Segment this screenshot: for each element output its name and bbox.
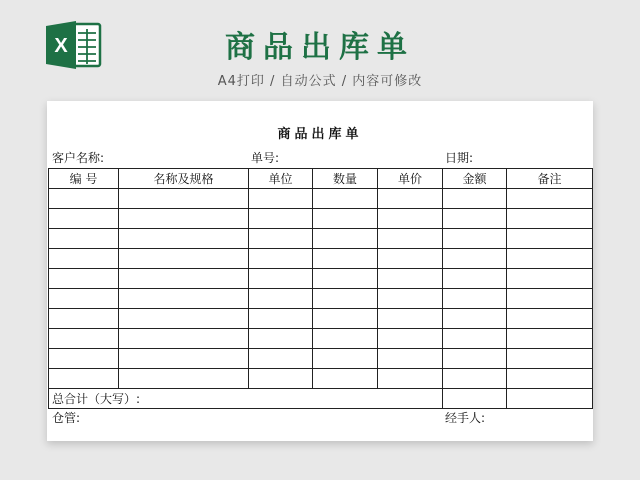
table-cell [119,269,249,289]
table-cell [378,289,443,309]
table-cell [313,349,378,369]
table-row [49,229,593,249]
table-cell [313,269,378,289]
table-cell [119,369,249,389]
table-cell [249,189,313,209]
table-cell [49,189,119,209]
table-cell [378,269,443,289]
table-row [49,329,593,349]
table-cell [249,229,313,249]
table-cell [119,309,249,329]
table-cell [507,189,593,209]
col-header-number: 编 号 [49,169,119,189]
table-cell [49,269,119,289]
table-cell [507,289,593,309]
total-amount-label: 总合计（大写）: [49,389,443,409]
table-cell [443,329,507,349]
table-cell [443,289,507,309]
table-cell [378,309,443,329]
sheet-title: 商品出库单 [277,127,363,142]
table-cell [249,309,313,329]
table-cell [507,329,593,349]
table-cell [249,209,313,229]
table-cell [119,249,249,269]
col-header-unit: 单位 [249,169,313,189]
col-header-amount: 金额 [443,169,507,189]
table-cell [49,289,119,309]
table-cell [507,309,593,329]
table-cell [507,209,593,229]
table-cell [378,189,443,209]
table-cell [378,209,443,229]
table-cell [119,329,249,349]
table-cell [49,249,119,269]
table-cell [49,349,119,369]
table-cell [378,329,443,349]
table-row [49,349,593,369]
col-header-unit-price: 单价 [378,169,443,189]
table-cell [507,249,593,269]
table-cell [507,269,593,289]
page-subtitle: A4打印 / 自动公式 / 内容可修改 [217,74,423,89]
date-label: 日期: [445,151,474,165]
table-row [49,209,593,229]
table-cell [249,329,313,349]
table-cell [378,369,443,389]
customer-name-label: 客户名称: [52,151,105,165]
warehouse-keeper-label: 仓管: [52,411,81,425]
table-cell [119,349,249,369]
table-cell [443,249,507,269]
logo-letter: X [54,35,68,57]
table-cell [507,369,593,389]
col-header-name-spec: 名称及规格 [119,169,249,189]
outbound-items-table [48,168,593,409]
table-cell [119,229,249,249]
table-row [49,369,593,389]
table-cell [313,289,378,309]
handler-label: 经手人: [445,411,486,425]
spreadsheet-preview [47,101,593,441]
table-cell [313,209,378,229]
table-cell [378,249,443,269]
table-cell [443,269,507,289]
order-number-label: 单号: [251,151,280,165]
page-title: 商品出库单 [225,30,415,65]
table-cell [313,329,378,349]
table-cell [249,369,313,389]
table-cell [313,249,378,269]
table-cell [49,309,119,329]
table-row [49,289,593,309]
total-amount-cell [443,389,507,409]
table-cell [443,349,507,369]
table-cell [249,269,313,289]
table-cell [119,289,249,309]
table-cell [443,229,507,249]
table-cell [249,349,313,369]
table-cell [313,229,378,249]
table-cell [443,189,507,209]
table-cell [507,229,593,249]
table-cell [249,249,313,269]
total-remarks-cell [507,389,593,409]
table-cell [313,369,378,389]
table-cell [378,229,443,249]
table-header-row [49,169,593,189]
table-cell [49,369,119,389]
total-row [49,389,593,409]
table-row [49,309,593,329]
col-header-quantity: 数量 [313,169,378,189]
table-cell [249,289,313,309]
table-cell [49,329,119,349]
table-row [49,189,593,209]
table-cell [443,309,507,329]
table-cell [119,209,249,229]
table-cell [49,209,119,229]
table-cell [313,189,378,209]
col-header-remarks: 备注 [507,169,593,189]
table-cell [507,349,593,369]
table-cell [49,229,119,249]
table-cell [443,369,507,389]
table-cell [443,209,507,229]
table-row [49,269,593,289]
table-row [49,249,593,269]
table-cell [119,189,249,209]
table-cell [378,349,443,369]
table-cell [313,309,378,329]
